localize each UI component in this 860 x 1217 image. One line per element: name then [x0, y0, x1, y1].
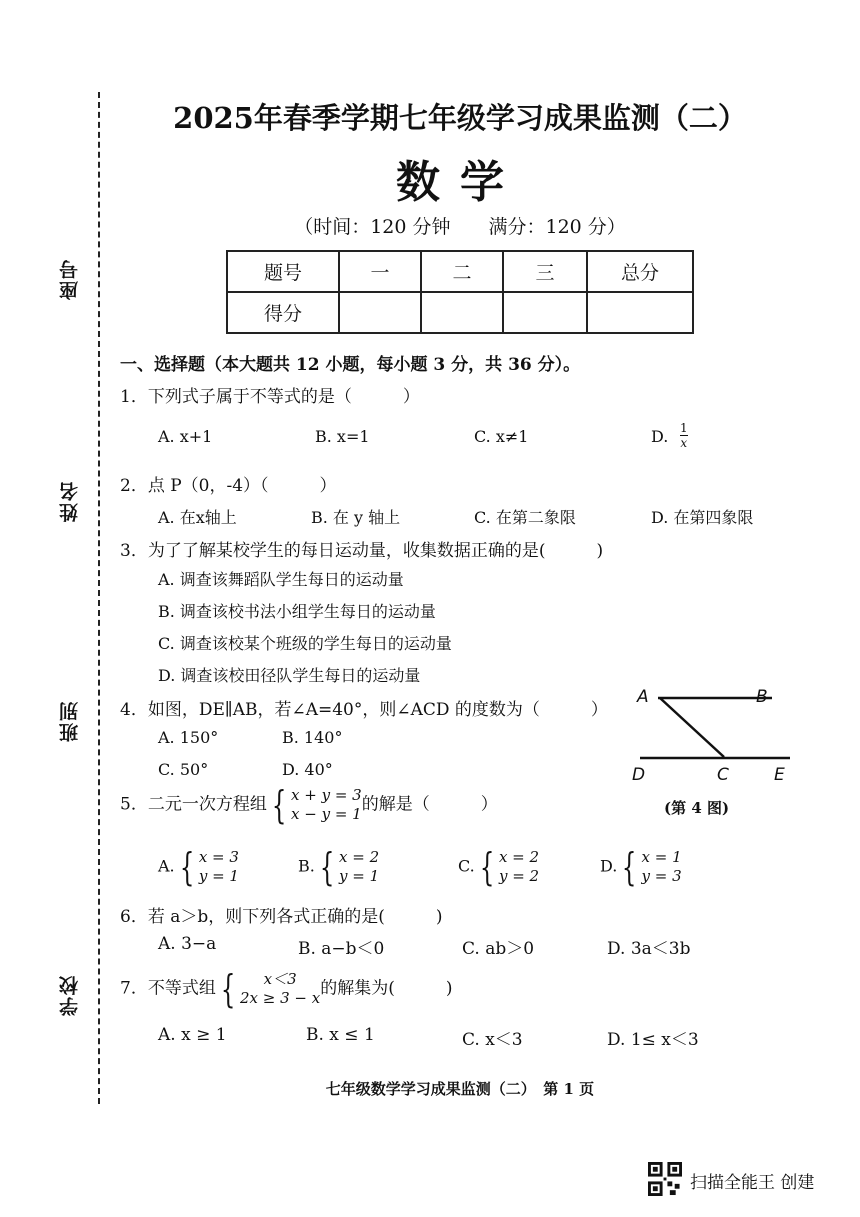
- exam-title: 2025年春季学期七年级学习成果监测（二）: [173, 101, 747, 135]
- fraction-numerator: 1: [680, 421, 688, 435]
- q1-stem: 1．下列式子属于不等式的是（ ）: [120, 387, 420, 407]
- q6-option-c: C. ab＞0: [462, 939, 535, 959]
- option-system: [642, 848, 682, 886]
- q7-stem: [120, 967, 453, 1011]
- score-table: [226, 250, 694, 334]
- q5-option-b: [298, 845, 380, 889]
- q5-eq1: x + y = 3: [291, 786, 362, 804]
- score-header-cell: 总分: [587, 251, 693, 292]
- subject-title: 数学: [396, 157, 524, 208]
- q5-option-c: [458, 845, 540, 889]
- option-line: y = 3: [641, 867, 682, 885]
- fig4-label-b: B: [756, 687, 768, 707]
- q5-option-a: [158, 845, 239, 889]
- option-label: A.: [158, 856, 175, 876]
- option-line: y = 1: [198, 867, 239, 885]
- q7-ineq2: 2x ≥ 3 − x: [240, 989, 321, 1007]
- q2-option-b: B. 在 y 轴上: [311, 508, 401, 527]
- q3-option-c: C. 调查该校某个班级的学生每日的运动量: [158, 634, 452, 653]
- binding-dashed-line: [98, 92, 100, 1104]
- scanner-watermark: 扫描全能王 创建: [690, 1173, 815, 1193]
- option-line: x = 1: [641, 848, 682, 866]
- side-label-class: 班别: [59, 700, 81, 742]
- option-line: y = 2: [498, 867, 540, 885]
- fig4-label-d: D: [632, 765, 646, 785]
- q2-stem: 2．点 P（0，-4）（ ）: [120, 476, 337, 496]
- option-label: D.: [600, 856, 618, 876]
- q4-stem: 4．如图，DE∥AB，若∠A=40°，则∠ACD 的度数为（ ）: [120, 700, 608, 720]
- q7-stem-post: 的解集为( ): [320, 978, 453, 999]
- option-brace: {: [479, 845, 495, 889]
- option-brace: {: [319, 845, 335, 889]
- q3-option-d: D. 调查该校田径队学生每日的运动量: [158, 666, 421, 685]
- score-table-score-row: [227, 292, 693, 333]
- option-brace: {: [179, 845, 194, 889]
- q1-option-a: A. x+1: [158, 427, 213, 446]
- q2-option-c: C. 在第二象限: [474, 508, 576, 527]
- q3-option-b: B. 调查该校书法小组学生每日的运动量: [158, 602, 436, 621]
- score-header-cell: 三: [503, 251, 587, 292]
- q5-system: [291, 786, 362, 824]
- q7-brace: {: [220, 967, 236, 1011]
- q7-option-c: C. x＜3: [462, 1030, 523, 1050]
- page-footer: 七年级数学学习成果监测（二） 第 1 页: [325, 1080, 595, 1098]
- option-line: y = 1: [339, 867, 380, 885]
- q5-eq2: x − y = 1: [291, 805, 362, 823]
- option-line: x = 2: [339, 848, 380, 866]
- option-line: x = 2: [498, 848, 540, 866]
- q6-option-a: A. 3−a: [158, 934, 217, 954]
- q1-option-b: B. x=1: [315, 427, 370, 446]
- score-header-cell: 二: [421, 251, 503, 292]
- option-brace: {: [622, 845, 637, 889]
- q5-option-d: [600, 845, 682, 889]
- option-label: C.: [458, 856, 475, 876]
- q6-option-d: D. 3a＜3b: [607, 939, 691, 959]
- q4-option-d: D. 40°: [282, 760, 333, 779]
- q4-option-a: A. 150°: [158, 728, 219, 747]
- score-header-cell: 题号: [227, 251, 339, 292]
- fraction-denominator: x: [680, 436, 688, 450]
- exam-meta: （时间：120 分钟 满分：120 分）: [294, 216, 626, 238]
- q7-ineq1: x＜3: [263, 970, 297, 988]
- option-system: [339, 848, 379, 886]
- score-blank-cell[interactable]: [421, 292, 503, 333]
- q3-stem: 3．为了了解某校学生的每日运动量，收集数据正确的是( ): [120, 541, 604, 561]
- score-row-label: 得分: [227, 292, 339, 333]
- side-label-school: 学校: [59, 974, 81, 1016]
- score-header-cell: 一: [339, 251, 421, 292]
- q2-option-a: A. 在x轴上: [158, 508, 237, 527]
- score-blank-cell[interactable]: [339, 292, 421, 333]
- option-system: [499, 848, 539, 886]
- q1-option-d-fraction: [680, 421, 688, 450]
- q5-stem-post: 的解是（ ）: [361, 794, 498, 815]
- score-blank-cell[interactable]: [587, 292, 693, 333]
- option-line: x = 3: [198, 848, 239, 866]
- fig4-label-e: E: [774, 765, 785, 785]
- q5-stem-pre: 5．二元一次方程组: [120, 794, 267, 815]
- section1-title: 一、选择题（本大题共 12 小题，每小题 3 分，共 36 分）。: [120, 355, 581, 375]
- option-label: B.: [298, 856, 315, 876]
- score-table-header-row: [227, 251, 693, 292]
- q5-stem: [120, 783, 498, 827]
- q7-system: [240, 970, 320, 1008]
- option-system: [199, 848, 239, 886]
- q7-option-d: D. 1≤ x＜3: [607, 1030, 699, 1050]
- side-label-seat: 座号: [59, 258, 81, 300]
- qr-code-icon: [648, 1162, 682, 1196]
- q4-option-c: C. 50°: [158, 760, 209, 779]
- q7-option-a: A. x ≥ 1: [158, 1025, 227, 1045]
- q6-option-b: B. a−b＜0: [298, 939, 385, 959]
- q5-brace: {: [271, 783, 287, 827]
- q1-option-c: C. x≠1: [474, 427, 529, 446]
- q2-option-d: D. 在第四象限: [651, 508, 754, 527]
- fig4-label-a: A: [637, 687, 649, 707]
- q4-option-b: B. 140°: [282, 728, 343, 747]
- q7-option-b: B. x ≤ 1: [306, 1025, 375, 1045]
- q3-option-a: A. 调查该舞蹈队学生每日的运动量: [158, 570, 404, 589]
- q7-stem-pre: 7．不等式组: [120, 978, 216, 999]
- line-ac: [660, 698, 724, 757]
- q1-option-d: D.: [651, 427, 669, 446]
- fig4-label-c: C: [717, 765, 729, 785]
- fig4-caption: (第 4 图): [664, 799, 730, 817]
- q6-stem: 6．若 a＞b，则下列各式正确的是( ): [120, 907, 443, 927]
- score-blank-cell[interactable]: [503, 292, 587, 333]
- side-label-name: 姓名: [59, 480, 81, 522]
